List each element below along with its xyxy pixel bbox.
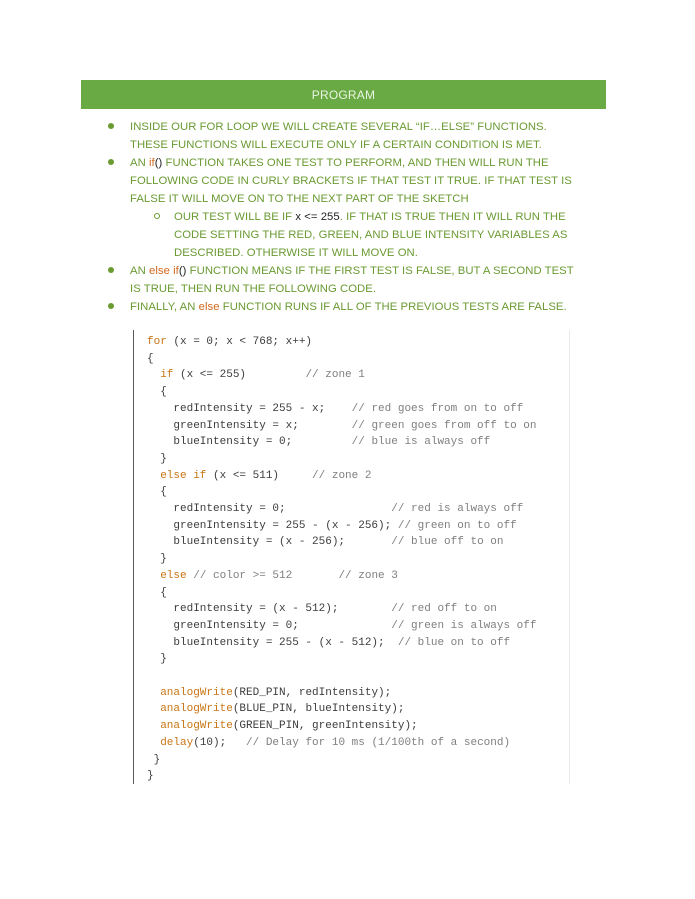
code-keyword: if (160, 369, 174, 382)
code-line (147, 651, 167, 667)
code-comment: // red is always off (391, 503, 524, 515)
code-text (147, 737, 160, 749)
bullet-icon (108, 159, 114, 165)
code-text: } (147, 653, 167, 666)
code-line (147, 752, 160, 768)
code-line (147, 384, 167, 400)
code-text: } (147, 452, 167, 465)
sub-bullet-text-pre: OUR TEST WILL BE IF (174, 211, 296, 223)
bullet-text-pre: FINALLY, AN (130, 301, 199, 313)
code-line (147, 701, 404, 717)
paren-text: () (178, 265, 187, 277)
bullet-text-post: FUNCTION TAKES ONE TEST TO PERFORM, AND THEN WILL RUN THE FOLLOWING CODE IN CURLY BRACKETS IF THAT TEST IT TRUE. IF THAT TEST IS FALSE IT WILL MOVE ON TO THE NEXT PART OF THE SKETCH (130, 157, 572, 205)
code-line (147, 618, 536, 634)
code-line (147, 551, 167, 567)
bullet-item (104, 154, 584, 208)
code-comment: // green goes from off to on (351, 419, 537, 432)
bullet-item (104, 298, 584, 316)
bullet-text-post: FUNCTION MEANS IF THE FIRST TEST IS FALSE, BUT A SECOND TEST IS TRUE, THEN RUN THE FOLLOWING CODE. (130, 265, 574, 295)
hollow-circle-icon (154, 213, 160, 219)
bullet-text-post: FUNCTION RUNS IF ALL OF THE PREVIOUS TESTS ARE FALSE. (219, 301, 567, 313)
code-line (147, 568, 398, 584)
code-text: } (147, 770, 154, 783)
bullet-item (104, 262, 584, 298)
code-text (147, 687, 160, 699)
code-line (147, 635, 510, 651)
code-text: redIntensity = 0; (147, 503, 392, 515)
code-text: } (147, 753, 161, 766)
code-keyword: analogWrite (160, 720, 233, 733)
code-text (147, 470, 160, 482)
section-header (81, 80, 606, 109)
code-line (147, 334, 312, 350)
code-comment: // green is always off (391, 619, 537, 632)
code-text: blueIntensity = 255 - (x - 512); (147, 636, 398, 649)
code-text: (RED_PIN, redIntensity); (232, 686, 392, 699)
keyword-else-if: else if (148, 265, 179, 277)
bullet-icon (108, 123, 114, 129)
paren-text: () (154, 157, 163, 169)
code-text: } (147, 553, 167, 566)
code-comment: // Delay for 10 ms (1/100th of a second) (246, 736, 511, 749)
code-comment: // red goes from on to off (351, 402, 524, 415)
code-text: greenIntensity = 255 - (x - 256); (147, 519, 398, 532)
code-keyword: analogWrite (160, 703, 233, 716)
code-comment: // green on to off (397, 519, 517, 532)
code-text: (GREEN_PIN, greenIntensity); (232, 720, 418, 733)
code-line (147, 718, 418, 734)
code-line (147, 518, 517, 534)
code-text (147, 570, 160, 582)
code-text: greenIntensity = 0; (147, 619, 392, 632)
sub-bullet-text-post: . IF THAT IS TRUE THEN IT WILL RUN THE CODE SETTING THE RED, GREEN, AND BLUE INTENSITY VARIABLES AS DESCRIBED. OTHERWISE IT WILL MOVE ON. (174, 211, 568, 259)
section-header-label: PROGRAM (311, 87, 376, 102)
code-comment: // blue off to on (391, 536, 504, 549)
code-comment: // red off to on (391, 603, 497, 616)
code-text: (x <= 255) (173, 369, 306, 382)
code-text: greenIntensity = x; (147, 419, 352, 432)
code-text: (10); (193, 736, 247, 749)
code-line (147, 601, 497, 617)
code-line (147, 501, 523, 517)
code-text: (x <= 511) (206, 469, 313, 482)
code-text: redIntensity = 255 - x; (147, 402, 352, 415)
bullet-text-pre: AN (130, 265, 149, 277)
code-text (147, 369, 160, 381)
code-line (147, 451, 167, 467)
code-keyword: delay (160, 736, 194, 749)
code-line (147, 534, 503, 550)
code-line (147, 735, 510, 751)
code-keyword: for (147, 336, 167, 348)
code-line (147, 351, 154, 367)
code-comment: // zone 1 (305, 369, 365, 382)
code-text (147, 703, 160, 715)
bullet-icon (108, 303, 114, 309)
code-block (133, 330, 570, 784)
code-comment: // zone 2 (312, 469, 372, 482)
code-line (147, 585, 167, 601)
code-line (147, 367, 365, 383)
keyword-if: if (148, 157, 155, 169)
code-text: { (147, 486, 167, 499)
code-line (147, 484, 167, 500)
code-keyword: else (160, 569, 187, 582)
code-line (147, 434, 490, 450)
bullet-text: INSIDE OUR FOR LOOP WE WILL CREATE SEVERAL “IF…ELSE” FUNCTIONS. THESE FUNCTIONS WILL EXECUTE ONLY IF A CERTAIN CONDITION IS MET. (130, 121, 547, 151)
code-line (147, 768, 154, 784)
code-text: { (147, 352, 154, 365)
code-line (147, 401, 523, 417)
code-comment: // color >= 512 // zone 3 (193, 569, 398, 582)
code-text: blueIntensity = (x - 256); (147, 536, 392, 549)
code-text: { (147, 586, 167, 599)
inline-code: x <= 255 (295, 211, 340, 223)
keyword-else: else (198, 301, 220, 313)
bullet-list (104, 118, 584, 316)
code-text: { (147, 386, 167, 399)
bullet-text-pre: AN (130, 157, 149, 169)
code-text: blueIntensity = 0; (147, 436, 352, 449)
code-line (147, 418, 536, 434)
bullet-icon (108, 267, 114, 273)
code-text: (x = 0; x < 768; x++) (166, 336, 313, 348)
bullet-item (104, 118, 584, 154)
code-text (147, 720, 160, 732)
code-comment: // blue is always off (351, 436, 491, 449)
code-line (147, 468, 371, 484)
code-text: redIntensity = (x - 512); (147, 603, 392, 616)
code-comment: // blue on to off (397, 636, 511, 649)
code-line (147, 685, 391, 701)
code-keyword: analogWrite (160, 686, 233, 699)
code-keyword: else if (160, 469, 207, 482)
sub-bullet-item (104, 208, 584, 262)
code-text: (BLUE_PIN, blueIntensity); (232, 703, 405, 716)
